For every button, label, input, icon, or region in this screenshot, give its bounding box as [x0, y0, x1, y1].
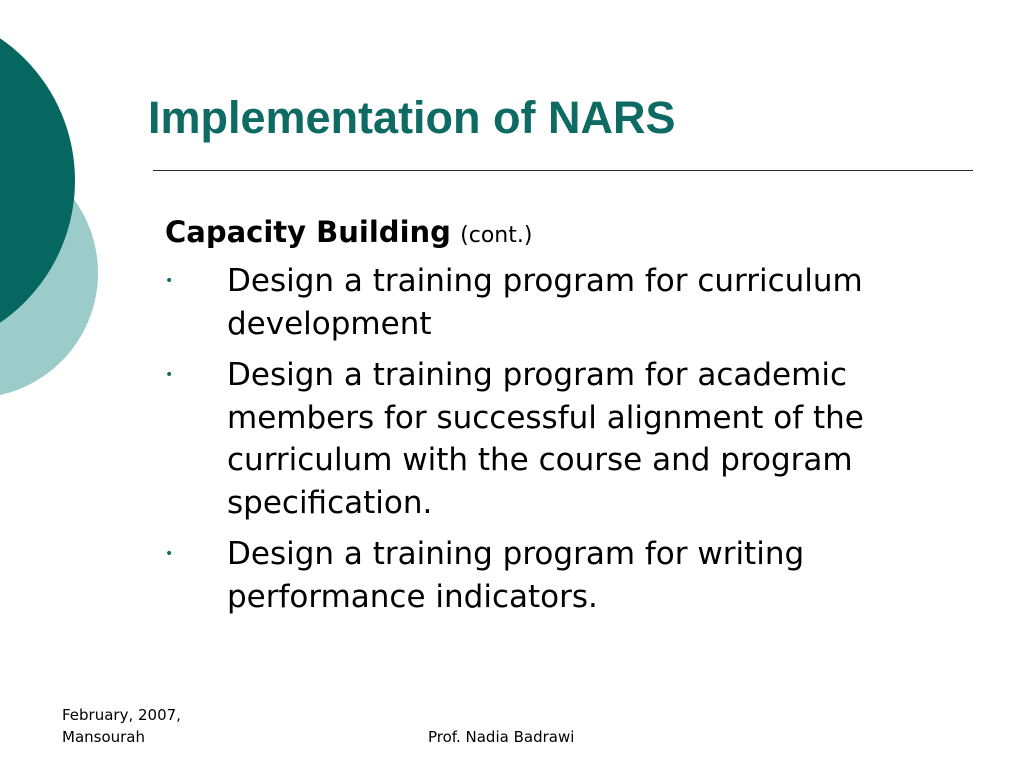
slide-body: [165, 210, 975, 627]
footer-date: February, 2007,: [62, 706, 181, 724]
bullet-item: [165, 533, 975, 618]
slide-title: Implementation of NARS: [148, 92, 676, 143]
section-qualifier: (cont.): [460, 223, 533, 248]
footer-place: Mansourah: [62, 728, 146, 746]
bullet-dot-icon: •: [165, 367, 174, 383]
bullet-text: Design a training program for writing performance indicators.: [227, 536, 805, 615]
section-heading-line: [165, 210, 975, 258]
bullet-text: Design a training program for curriculum development: [227, 263, 863, 342]
bullet-item: [165, 354, 975, 524]
bullet-dot-icon: •: [165, 546, 174, 562]
footer-date-place: [62, 704, 181, 748]
footer-presenter: Prof. Nadia Badrawi: [428, 728, 575, 746]
title-divider: [153, 170, 973, 171]
bullet-text: Design a training program for academic members for successful alignment of the curriculum with the course and program specification.: [227, 357, 864, 521]
bullet-list: [165, 260, 975, 618]
bullet-dot-icon: •: [165, 273, 174, 289]
section-heading: Capacity Building: [165, 215, 451, 249]
bullet-item: [165, 260, 975, 345]
